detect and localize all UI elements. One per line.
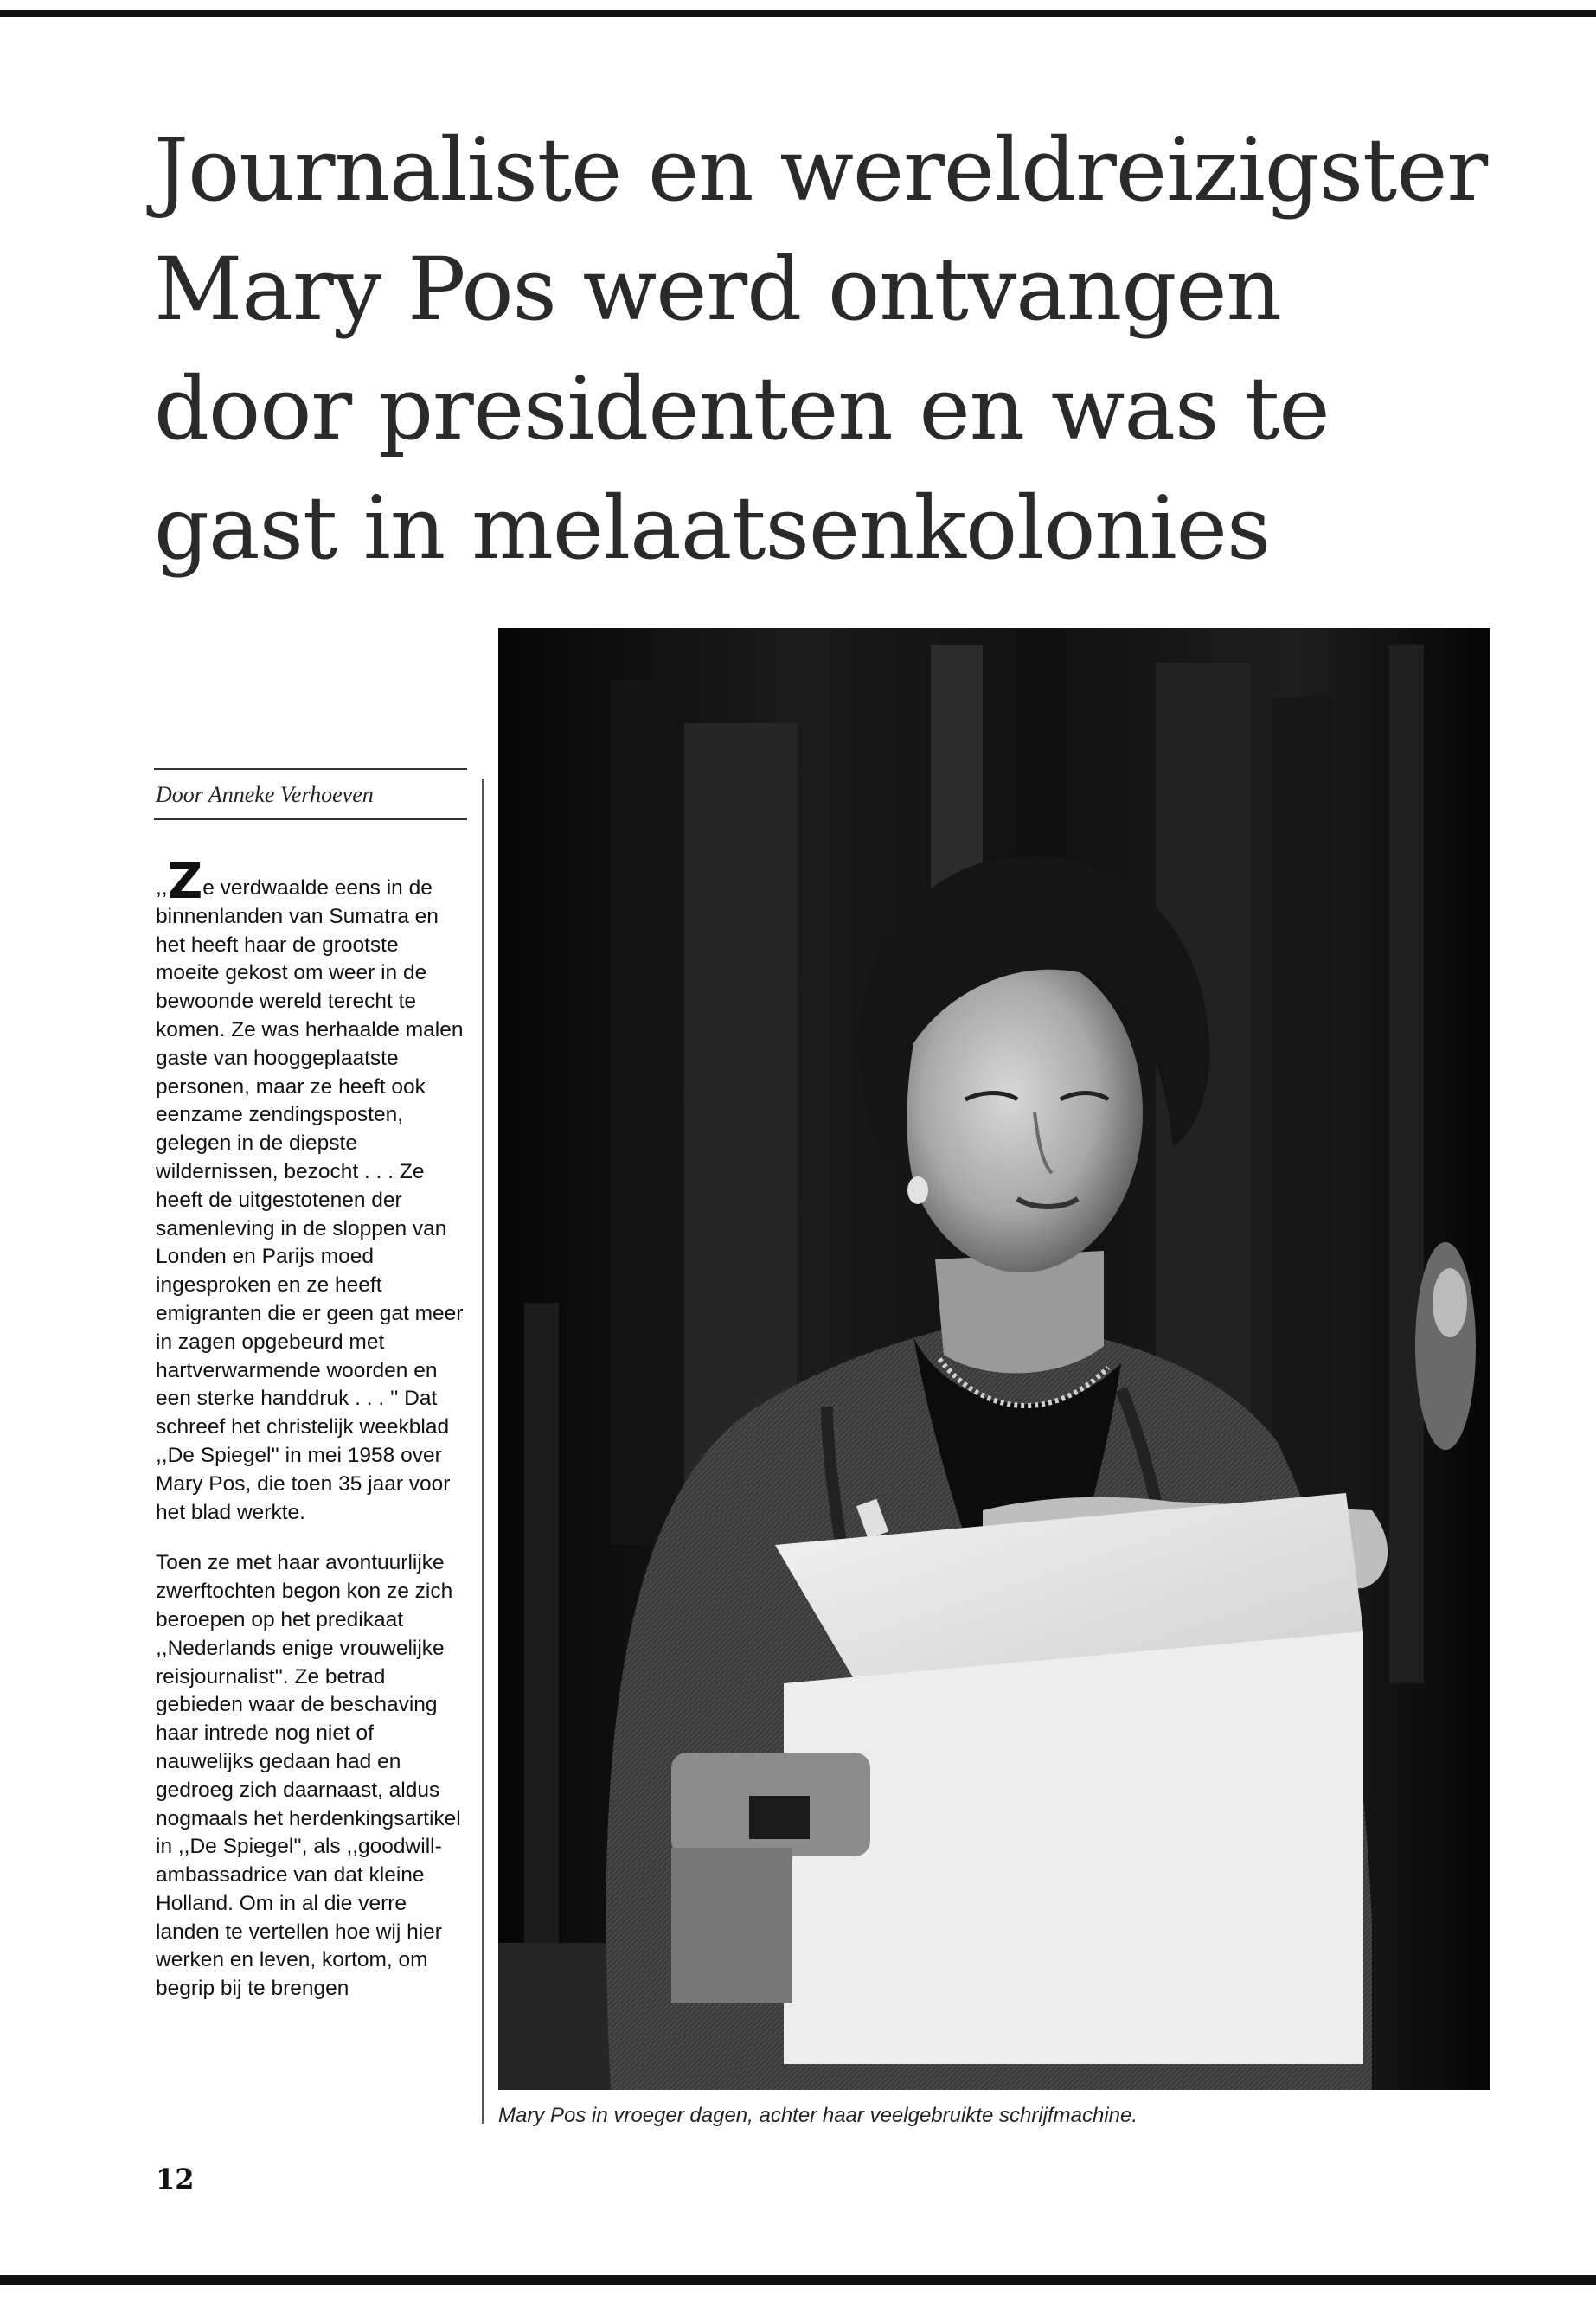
article-column [156,854,467,2003]
top-border-rule [0,10,1596,17]
paragraph-1 [156,854,467,1527]
opening-quote: ,, [156,876,168,900]
portrait-photo-illustration [498,628,1490,2090]
paragraph-2: Toen ze met haar avontuurlijke zwerftochten begon kon ze zich beroepen op het predikaat ,,Nederlands enige vrouwelijke reisjournalist''. Ze betrad gebieden waar de beschaving haar intrede nog niet of nauwelijks gedaan had en gedroeg zich daarnaast, aldus nogmaals het herdenkingsartikel in ,,De Spiegel'', als ,,goodwill-ambassadrice van dat kleine Holland. Om in al die verre landen te vertellen hoe wij hier werken en leven, kortom, om begrip bij te brengen [156,1551,461,2001]
paragraph-1-text: e verdwaalde eens in de binnenlanden van Sumatra en het heeft haar de grootste moeite gekost om weer in de bewoonde wereld terecht te komen. Ze was herhaalde malen gaste van hooggeplaatste personen, maar ze heeft ook eenzame zendingsposten, gelegen in de diepste wildernissen, bezocht . . . Ze heeft de uitgestotenen der samenleving in de sloppen van Londen en Parijs moed ingesproken en ze heeft emigranten die er geen gat meer in zagen opgebeurd met hartverwarmende woorden en een sterke handdruk . . . '' Dat schreef het christelijk weekblad ,,De Spiegel'' in mei 1958 over Mary Pos, die toen 35 jaar voor het blad werkte. [156,876,464,1524]
page-number: 12 [156,2163,195,2195]
dropcap-letter: Z [167,854,203,910]
portrait-photo [498,628,1490,2090]
bottom-border-rule [0,2275,1596,2285]
headline: Journaliste en wereldreizigster Mary Pos werd ontvangen door presidenten en was te gast in melaatsenkolonies [154,119,1488,579]
photo-caption: Mary Pos in vroeger dagen, achter haar veelgebruikte schrijfmachine. [498,2104,1138,2127]
column-divider [482,779,484,2124]
byline: Door Anneke Verhoeven [154,768,467,820]
